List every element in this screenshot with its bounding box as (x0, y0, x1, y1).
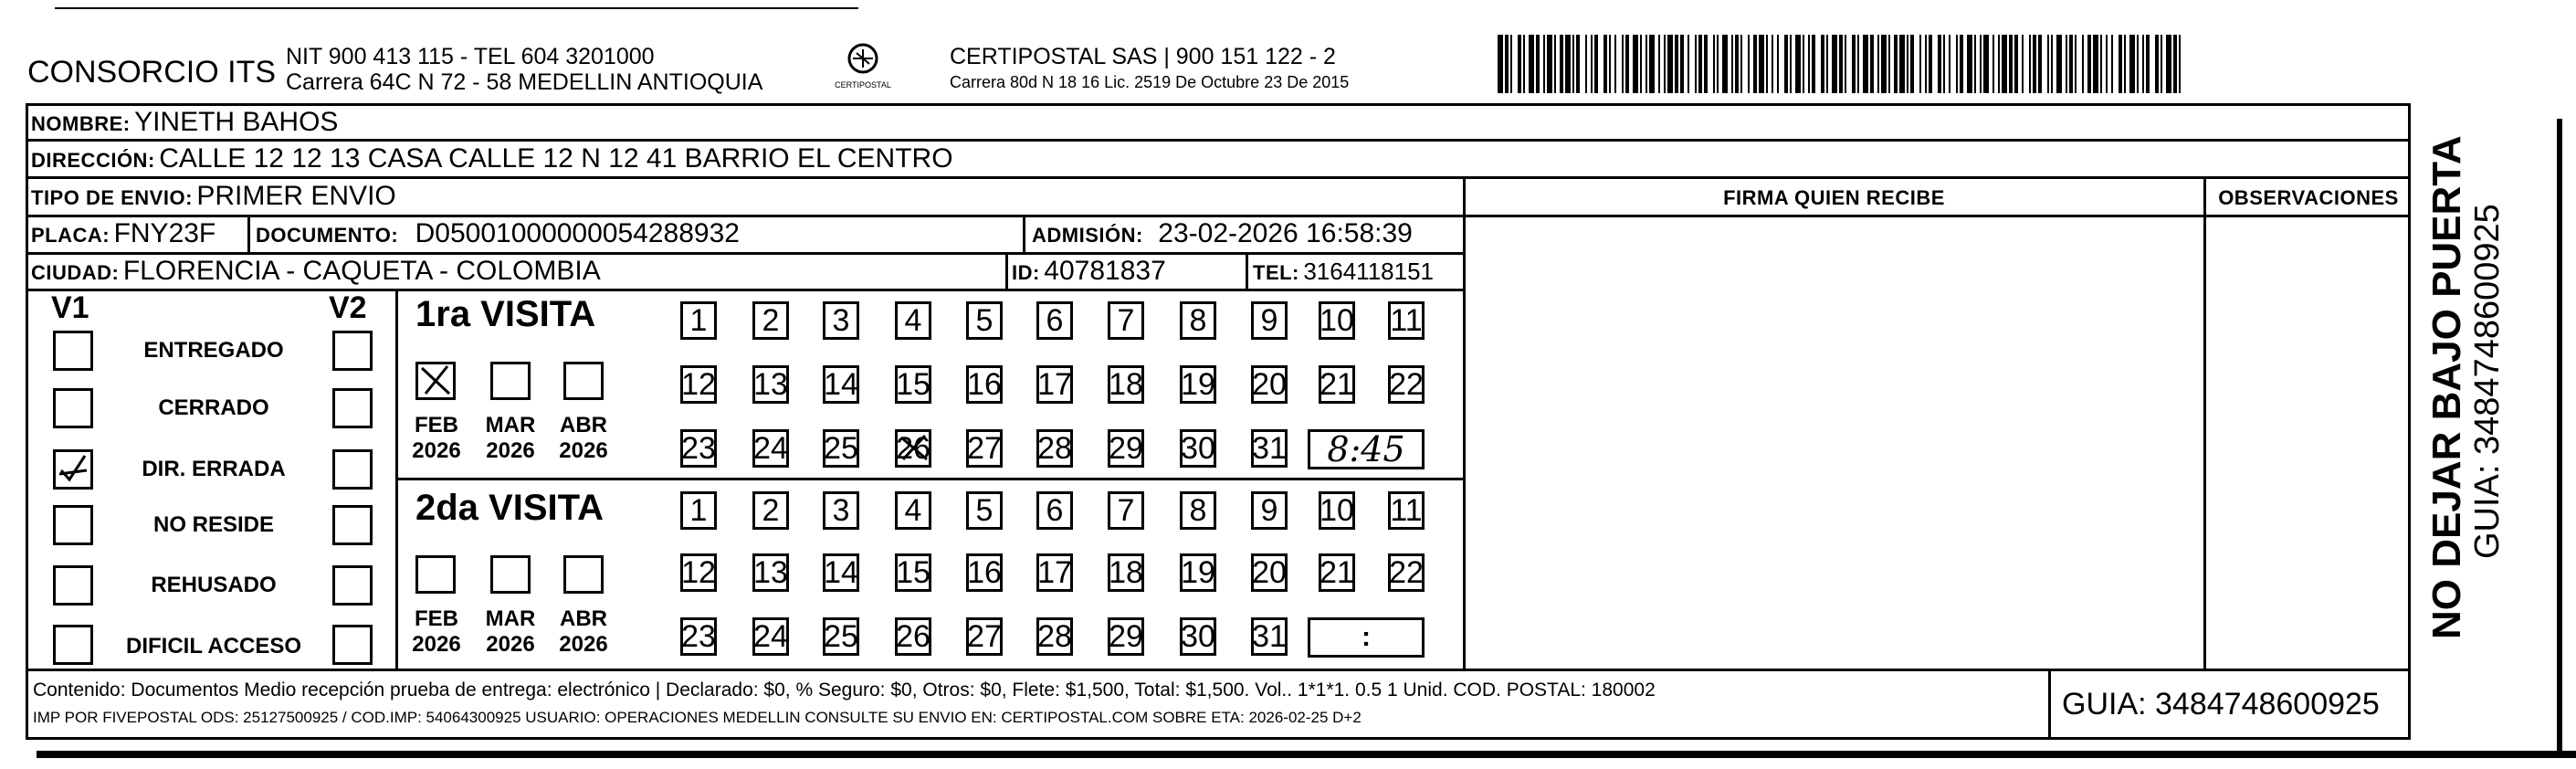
second-visit-day-label: 31 (1252, 618, 1287, 654)
first-visit-day-24[interactable] (752, 429, 789, 468)
first-visit-day-14[interactable] (823, 365, 859, 404)
second-visit-day-label: 28 (1037, 618, 1072, 654)
admision-label: ADMISIÓN: (1032, 224, 1143, 247)
visit-divider (395, 478, 1465, 480)
status-no-reside: NO RESIDE (152, 512, 275, 537)
second-visit-day-31[interactable] (1251, 617, 1288, 656)
first-visit-day-31[interactable] (1251, 429, 1288, 468)
second-visit-day-18[interactable] (1108, 553, 1144, 592)
v1-checkbox-no-reside[interactable] (53, 505, 93, 545)
second-visit-day-24[interactable] (752, 617, 789, 656)
first-visit-day-label: 18 (1109, 366, 1143, 402)
first-visit-day-label: 20 (1252, 366, 1287, 402)
second-visit-day-30[interactable] (1180, 617, 1216, 656)
second-visit-day-label: 29 (1109, 618, 1143, 654)
second-visit-day-label: 25 (824, 618, 858, 654)
first-visit-day-label: 13 (753, 366, 788, 402)
second-visit-day-label: 15 (896, 554, 931, 590)
first-visit-day-5[interactable] (966, 301, 1003, 340)
second-visit-day-label: 11 (1390, 492, 1423, 528)
first-visit-day-8[interactable] (1180, 301, 1216, 340)
nombre-label: NOMBRE: (31, 112, 131, 135)
first-visit-month-abr: ABR 2026 (559, 413, 608, 463)
second-visit-day-label: 2 (762, 492, 780, 528)
nombre-value: YINETH BAHOS (134, 107, 339, 137)
second-visit-time: : (1362, 622, 1371, 652)
first-visit-day-label: 21 (1320, 366, 1354, 402)
status-divider (395, 289, 398, 669)
second-visit-day-3[interactable] (823, 491, 859, 530)
tipo-row (31, 181, 396, 212)
first-visit-month-feb: FEB 2026 (412, 413, 461, 463)
second-visit-day-22[interactable] (1388, 553, 1425, 592)
tipo-label: TIPO DE ENVIO: (31, 186, 193, 209)
second-visit-day-label: 7 (1117, 492, 1135, 528)
second-visit-day-label: 20 (1252, 554, 1287, 590)
v1-checkbox-rehusado[interactable] (53, 565, 93, 606)
top-rule-left (55, 7, 858, 9)
second-visit-day-label: 14 (824, 554, 858, 590)
second-visit-day-16[interactable] (966, 553, 1003, 592)
first-visit-day-label: 9 (1260, 302, 1278, 338)
second-visit-day-label: 19 (1181, 554, 1215, 590)
first-visit-day-25[interactable] (823, 429, 859, 468)
first-visit-day-4[interactable] (895, 301, 931, 340)
second-visit-day-label: 6 (1046, 492, 1064, 528)
row-line-5 (26, 289, 1465, 291)
admision-field (1032, 218, 1413, 249)
first-visit-day-label: 26 (896, 430, 931, 466)
handwritten-x-mark (898, 432, 931, 465)
firma-header-line (1465, 215, 2411, 217)
id-label: ID: (1012, 261, 1040, 284)
first-visit-day-label: 25 (824, 430, 858, 466)
second-visit-month-mar: MAR 2026 (485, 606, 536, 657)
first-visit-day-label: 22 (1389, 366, 1424, 402)
first-visit-day-label: 14 (824, 366, 858, 402)
second-visit-day-label: 30 (1181, 618, 1215, 654)
status-cerrado: CERRADO (158, 395, 269, 420)
first-visit-day-label: 28 (1037, 430, 1072, 466)
second-visit-day-6[interactable] (1036, 491, 1073, 530)
first-visit-time-box[interactable] (1308, 429, 1425, 469)
ciudad-value: FLORENCIA - CAQUETA - COLOMBIA (122, 256, 601, 286)
first-visit-day-label: 5 (975, 302, 994, 338)
right-shadow-line (2557, 119, 2562, 758)
first-visit-month-feb-box[interactable] (415, 362, 456, 400)
documento-field (256, 218, 740, 249)
bottom-shadow-line (37, 751, 2576, 758)
first-visit-day-22[interactable] (1388, 365, 1425, 404)
v1-checkbox-dir-errada[interactable] (53, 449, 93, 490)
footer-contenido: Contenido: Documentos Medio recepción prueba de entrega: electrónico | Declarado: $0, % Seguro: $0, Otros: $0, Flete: $1,500, Total: $1,500. Vol.. 1*1*1. 0.5 1 Unid. COD. POSTAL: 180002 (33, 679, 1656, 701)
second-visit-day-10[interactable] (1319, 491, 1355, 530)
placa-value: FNY23F (113, 218, 216, 248)
second-visit-time-box[interactable] (1308, 617, 1425, 658)
first-visit-month-mar: MAR 2026 (485, 413, 536, 463)
second-visit-day-label: 8 (1189, 492, 1207, 528)
v2-checkbox-entregado[interactable] (332, 331, 373, 371)
observaciones-header: OBSERVACIONES (2218, 186, 2399, 209)
second-visit-day-2[interactable] (752, 491, 789, 530)
ciudad-label: CIUDAD: (31, 261, 120, 284)
svg-text:CERTIPOSTAL: CERTIPOSTAL (835, 80, 891, 90)
row-line-4 (26, 252, 1465, 255)
second-visit-day-23[interactable] (680, 617, 717, 656)
first-visit-day-19[interactable] (1180, 365, 1216, 404)
first-visit-day-23[interactable] (680, 429, 717, 468)
first-visit-day-1[interactable] (680, 301, 717, 340)
status-dificil-acceso: DIFICIL ACCESO (125, 634, 301, 658)
first-visit-day-label: 8 (1189, 302, 1207, 338)
id-divider (1005, 252, 1008, 289)
direccion-label: DIRECCIÓN: (31, 149, 155, 172)
first-visit-day-label: 19 (1181, 366, 1215, 402)
obs-left-line (2203, 176, 2206, 669)
second-visit-day-14[interactable] (823, 553, 859, 592)
status-rehusado: REHUSADO (151, 573, 277, 597)
status-dir-errada: DIR. ERRADA (142, 457, 286, 481)
first-visit-day-27[interactable] (966, 429, 1003, 468)
direccion-value: CALLE 12 12 13 CASA CALLE 12 N 12 41 BARRIO EL CENTRO (159, 143, 953, 174)
first-visit-day-6[interactable] (1036, 301, 1073, 340)
second-visit-day-label: 4 (904, 492, 922, 528)
v2-checkbox-rehusado[interactable] (332, 565, 373, 606)
documento-label: DOCUMENTO: (256, 224, 399, 247)
second-visit-day-17[interactable] (1036, 553, 1073, 592)
admision-value: 23-02-2026 16:58:39 (1158, 218, 1413, 248)
handwritten-x-mark (418, 364, 453, 397)
first-visit-day-label: 17 (1037, 366, 1072, 402)
second-visit-day-label: 22 (1389, 554, 1424, 590)
first-visit-day-9[interactable] (1251, 301, 1288, 340)
second-visit-day-label: 10 (1320, 492, 1354, 528)
second-visit-day-label: 12 (681, 554, 716, 590)
handwritten-check-mark (56, 452, 90, 487)
guia-footer-divider (2048, 669, 2051, 740)
first-visit-day-label: 7 (1117, 302, 1135, 338)
first-visit-day-30[interactable] (1180, 429, 1216, 468)
second-visit-day-15[interactable] (895, 553, 931, 592)
first-visit-day-17[interactable] (1036, 365, 1073, 404)
second-visit-day-20[interactable] (1251, 553, 1288, 592)
nombre-row (31, 107, 338, 138)
row-line-3 (26, 215, 1465, 217)
id-field (1012, 256, 1166, 287)
second-visit-day-21[interactable] (1319, 553, 1355, 592)
second-visit-day-19[interactable] (1180, 553, 1216, 592)
first-visit-day-label: 24 (753, 430, 788, 466)
second-visit-day-13[interactable] (752, 553, 789, 592)
second-visit-day-9[interactable] (1251, 491, 1288, 530)
first-visit-month-abr-box[interactable] (563, 362, 604, 400)
second-visit-day-27[interactable] (966, 617, 1003, 656)
first-visit-day-label: 6 (1046, 302, 1064, 338)
tel-value: 3164118151 (1303, 258, 1435, 285)
second-visit-day-29[interactable] (1108, 617, 1144, 656)
second-visit-day-label: 18 (1109, 554, 1143, 590)
company-name: CONSORCIO ITS (27, 55, 277, 90)
second-visit-month-feb-box[interactable] (415, 555, 456, 594)
v2-checkbox-dificil-acceso[interactable] (332, 625, 373, 665)
company-nit: NIT 900 413 115 - TEL 604 3201000 (286, 44, 655, 69)
first-visit-day-label: 30 (1181, 430, 1215, 466)
second-visit-month-abr-box[interactable] (563, 555, 604, 594)
v2-checkbox-dir-errada[interactable] (332, 449, 373, 490)
certipostal-line: CERTIPOSTAL SAS | 900 151 122 - 2 (950, 44, 1336, 69)
first-visit-day-label: 23 (681, 430, 716, 466)
placa-field (31, 218, 216, 249)
first-visit-day-16[interactable] (966, 365, 1003, 404)
first-visit-day-7[interactable] (1108, 301, 1144, 340)
second-visit-day-label: 16 (967, 554, 1002, 590)
first-visit-title: 1ra VISITA (415, 294, 596, 334)
first-visit-day-label: 4 (904, 302, 922, 338)
first-visit-day-20[interactable] (1251, 365, 1288, 404)
footer-guia: GUIA: 3484748600925 (2062, 687, 2380, 722)
second-visit-day-11[interactable] (1388, 491, 1425, 530)
v2-checkbox-no-reside[interactable] (332, 505, 373, 545)
first-visit-day-10[interactable] (1319, 301, 1355, 340)
first-visit-day-label: 1 (689, 302, 708, 338)
first-visit-day-11[interactable] (1388, 301, 1425, 340)
second-visit-day-8[interactable] (1180, 491, 1216, 530)
first-visit-day-13[interactable] (752, 365, 789, 404)
tel-field (1253, 258, 1434, 286)
second-visit-month-feb: FEB 2026 (412, 606, 461, 657)
first-visit-day-label: 15 (896, 366, 931, 402)
first-visit-day-26[interactable] (895, 429, 931, 468)
tipo-value: PRIMER ENVIO (196, 181, 396, 211)
no-dejar-bajo-puerta: NO DEJAR BAJO PUERTA (2424, 135, 2469, 639)
second-visit-day-label: 26 (896, 618, 931, 654)
second-visit-month-mar-box[interactable] (490, 555, 531, 594)
first-visit-day-12[interactable] (680, 365, 717, 404)
second-visit-day-label: 9 (1260, 492, 1278, 528)
first-visit-day-2[interactable] (752, 301, 789, 340)
status-entregado: ENTREGADO (143, 338, 284, 363)
second-visit-day-label: 23 (681, 618, 716, 654)
second-visit-day-1[interactable] (680, 491, 717, 530)
tel-divider (1246, 252, 1248, 289)
first-visit-day-3[interactable] (823, 301, 859, 340)
v1-label: V1 (51, 290, 89, 325)
second-visit-day-12[interactable] (680, 553, 717, 592)
first-visit-day-label: 11 (1390, 302, 1423, 338)
v1-checkbox-cerrado[interactable] (53, 388, 93, 428)
firma-header: FIRMA QUIEN RECIBE (1723, 186, 1945, 209)
first-visit-day-label: 31 (1252, 430, 1287, 466)
first-visit-day-label: 10 (1320, 302, 1354, 338)
first-visit-day-label: 16 (967, 366, 1002, 402)
second-visit-day-4[interactable] (895, 491, 931, 530)
second-visit-day-25[interactable] (823, 617, 859, 656)
second-visit-month-abr: ABR 2026 (559, 606, 608, 657)
first-visit-day-label: 29 (1109, 430, 1143, 466)
first-visit-month-mar-box[interactable] (490, 362, 531, 400)
second-visit-day-label: 1 (689, 492, 708, 528)
barcode (1498, 35, 2182, 93)
tel-label: TEL: (1253, 261, 1299, 284)
first-visit-day-28[interactable] (1036, 429, 1073, 468)
direccion-row (31, 143, 953, 174)
first-visit-day-29[interactable] (1108, 429, 1144, 468)
second-visit-day-label: 5 (975, 492, 994, 528)
documento-value: D05001000000054288932 (415, 218, 740, 248)
firma-left-line (1463, 176, 1466, 669)
second-visit-day-26[interactable] (895, 617, 931, 656)
v2-label: V2 (329, 290, 367, 325)
footer-imp-line: IMP POR FIVEPOSTAL ODS: 25127500925 / COD.IMP: 54064300925 USUARIO: OPERACIONES MEDELLIN CONSULTE SU ENVIO EN: CERTIPOSTAL.COM SOBRE ETA: 2026-02-25 D+2 (33, 709, 1362, 726)
placa-divider (247, 215, 250, 252)
company-address: Carrera 64C N 72 - 58 MEDELLIN ANTIOQUIA (286, 69, 763, 95)
second-visit-day-7[interactable] (1108, 491, 1144, 530)
second-visit-day-label: 24 (753, 618, 788, 654)
v2-checkbox-cerrado[interactable] (332, 388, 373, 428)
first-visit-day-15[interactable] (895, 365, 931, 404)
admision-divider (1023, 215, 1025, 252)
placa-label: PLACA: (31, 224, 110, 247)
row-line-1 (26, 139, 2411, 142)
second-visit-day-label: 13 (753, 554, 788, 590)
second-visit-day-label: 17 (1037, 554, 1072, 590)
second-visit-day-label: 3 (832, 492, 850, 528)
first-visit-day-label: 2 (762, 302, 780, 338)
id-value: 40781837 (1044, 256, 1166, 286)
second-visit-day-label: 27 (967, 618, 1002, 654)
second-visit-day-5[interactable] (966, 491, 1003, 530)
second-visit-day-28[interactable] (1036, 617, 1073, 656)
footer-top-line (26, 669, 2411, 671)
side-guia: GUIA: 3484748600925 (2468, 204, 2507, 559)
second-visit-day-label: 21 (1320, 554, 1354, 590)
first-visit-day-18[interactable] (1108, 365, 1144, 404)
v1-checkbox-entregado[interactable] (53, 331, 93, 371)
first-visit-day-label: 3 (832, 302, 850, 338)
license-line: Carrera 80d N 18 16 Lic. 2519 De Octubre 23 De 2015 (950, 73, 1350, 91)
ciudad-field (31, 256, 601, 287)
first-visit-day-label: 12 (681, 366, 716, 402)
v1-checkbox-dificil-acceso[interactable] (53, 625, 93, 665)
certipostal-logo (831, 40, 895, 95)
first-visit-time: 8:45 (1327, 429, 1405, 469)
second-visit-title: 2da VISITA (415, 488, 604, 528)
side-text-block (2424, 128, 2507, 639)
row-line-2 (26, 176, 2411, 179)
first-visit-day-21[interactable] (1319, 365, 1355, 404)
first-visit-day-label: 27 (967, 430, 1002, 466)
